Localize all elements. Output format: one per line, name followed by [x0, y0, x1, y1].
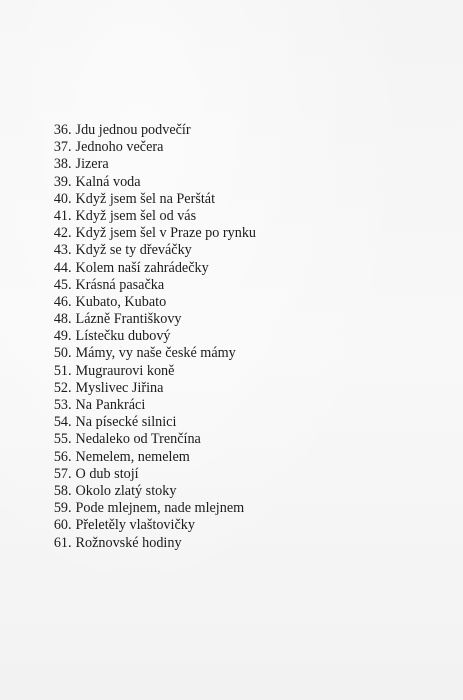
entry-number: 40 [53, 190, 68, 207]
song-entry [46, 345, 256, 362]
entry-title: Lázně Františkovy [75, 311, 182, 328]
entry-number: 55 [53, 431, 68, 448]
entry-number-period: . [68, 500, 72, 517]
song-entry [46, 191, 256, 208]
entry-number-period: . [68, 156, 72, 173]
entry-number-period: . [68, 207, 72, 224]
entry-title: Jednoho večera [75, 139, 164, 156]
entry-title: Krásná pasačka [75, 276, 165, 293]
entry-number-period: . [68, 482, 72, 499]
entry-number: 42 [53, 225, 68, 242]
entry-title: Když jsem šel v Praze po rynku [75, 225, 257, 242]
entry-number: 52 [53, 379, 68, 396]
entry-title: Myslivec Jiřina [75, 379, 164, 396]
song-entry [46, 431, 256, 448]
entry-number: 50 [53, 345, 68, 362]
song-entry [46, 139, 256, 156]
entry-title: Kalná voda [75, 173, 141, 190]
song-entry [46, 517, 256, 534]
entry-number-period: . [68, 534, 72, 551]
entry-number: 57 [53, 465, 68, 482]
entry-title: O dub stojí [75, 465, 139, 482]
entry-title: Mámy, vy naše české mámy [75, 345, 236, 362]
song-entry [46, 294, 256, 311]
entry-title: Kolem naší zahrádečky [75, 259, 209, 276]
song-entry [46, 277, 256, 294]
entry-title: Jdu jednou podvečír [75, 122, 191, 138]
entry-number: 44 [53, 259, 68, 276]
entry-number-period: . [68, 259, 72, 276]
entry-title: Rožnovské hodiny [75, 534, 182, 551]
entry-number: 45 [53, 276, 68, 293]
song-entry [46, 466, 256, 483]
entry-number-period: . [68, 122, 72, 138]
entry-number-period: . [68, 448, 72, 465]
entry-number-period: . [68, 465, 72, 482]
song-entry [46, 363, 256, 380]
entry-number-period: . [68, 225, 72, 242]
entry-number: 56 [53, 448, 68, 465]
song-entry [46, 260, 256, 277]
song-entry [46, 328, 256, 345]
song-entry [46, 380, 256, 397]
song-entry [46, 122, 256, 139]
entry-number: 38 [53, 156, 68, 173]
song-entry [46, 174, 256, 191]
entry-number: 36 [53, 122, 68, 138]
entry-number: 43 [53, 242, 68, 259]
entry-number: 46 [53, 293, 68, 310]
entry-title: Když jsem šel od vás [75, 207, 197, 224]
entry-number-period: . [68, 311, 72, 328]
entry-title: Na písecké silnici [75, 414, 177, 431]
entry-number: 39 [53, 173, 68, 190]
entry-number-period: . [68, 414, 72, 431]
song-entry [46, 208, 256, 225]
entry-title: Na Pankráci [75, 397, 146, 413]
entry-number: 58 [53, 482, 68, 499]
entry-number-period: . [68, 190, 72, 207]
entry-number: 41 [53, 207, 68, 224]
entry-title: Jizera [75, 156, 109, 173]
entry-title: Kubato, Kubato [75, 293, 167, 310]
entry-title: Přeletěly vlaštovičky [75, 517, 195, 534]
entry-number: 59 [53, 500, 68, 517]
song-entry [46, 414, 256, 431]
song-entry [46, 449, 256, 466]
entry-number-period: . [68, 379, 72, 396]
entry-number: 48 [53, 311, 68, 328]
entry-title: Nedaleko od Trenčína [75, 431, 201, 448]
entry-number: 54 [53, 414, 68, 431]
entry-number: 51 [53, 362, 68, 379]
song-entry [46, 500, 256, 517]
entry-number: 37 [53, 139, 68, 156]
entry-title: Lístečku dubový [75, 328, 171, 345]
entry-number-period: . [68, 173, 72, 190]
song-index-list [46, 122, 256, 552]
song-entry [46, 225, 256, 242]
entry-number: 53 [53, 397, 68, 413]
song-entry [46, 483, 256, 500]
entry-number-period: . [68, 397, 72, 413]
entry-number-period: . [68, 293, 72, 310]
entry-number: 49 [53, 328, 68, 345]
entry-number-period: . [68, 276, 72, 293]
entry-title: Okolo zlatý stoky [75, 482, 177, 499]
entry-number-period: . [68, 362, 72, 379]
entry-number-period: . [68, 345, 72, 362]
song-entry [46, 535, 256, 552]
entry-title: Když jsem šel na Perštát [75, 190, 216, 207]
entry-number-period: . [68, 431, 72, 448]
entry-number-period: . [68, 139, 72, 156]
entry-number-period: . [68, 328, 72, 345]
song-entry [46, 242, 256, 259]
song-entry [46, 397, 256, 414]
song-entry [46, 311, 256, 328]
entry-number-period: . [68, 517, 72, 534]
entry-title: Pode mlejnem, nade mlejnem [75, 500, 245, 517]
entry-number-period: . [68, 242, 72, 259]
entry-title: Nemelem, nemelem [75, 448, 190, 465]
entry-title: Když se ty dřeváčky [75, 242, 192, 259]
song-entry [46, 156, 256, 173]
entry-title: Mugraurovi koně [75, 362, 175, 379]
entry-number: 60 [53, 517, 68, 534]
entry-number: 61 [53, 534, 68, 551]
